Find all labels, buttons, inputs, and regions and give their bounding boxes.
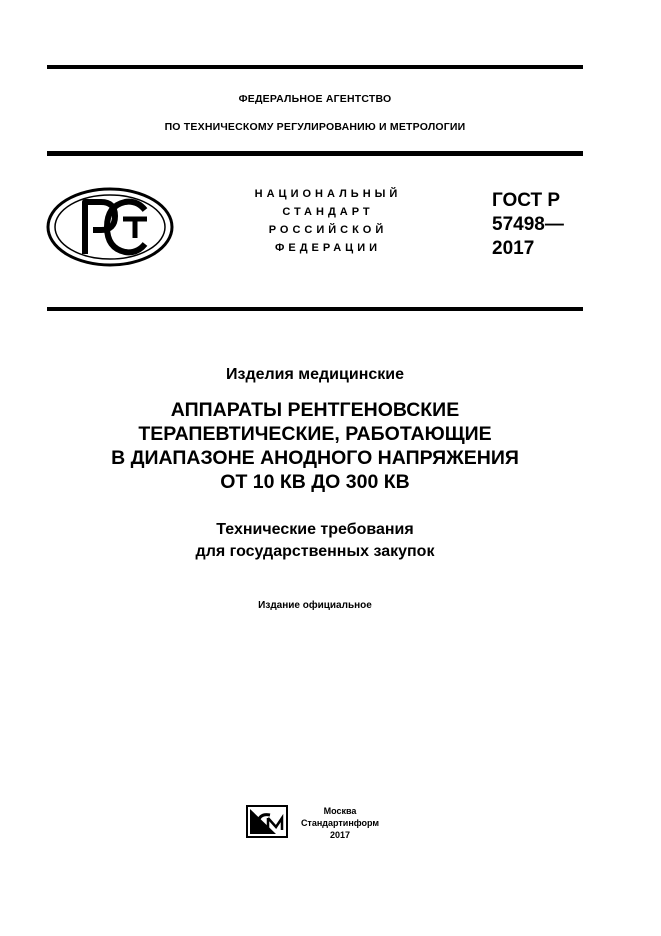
title-line: ТЕРАПЕВТИЧЕСКИЕ, РАБОТАЮЩИЕ <box>138 423 492 445</box>
standard-type-line2: СТАНДАРТ <box>282 206 374 218</box>
agency-name-line1: ФЕДЕРАЛЬНОЕ АГЕНТСТВО <box>238 93 392 105</box>
title-line: ОТ 10 КВ ДО 300 КВ <box>220 471 410 493</box>
title-line: В ДИАПАЗОНЕ АНОДНОГО НАПРЯЖЕНИЯ <box>111 447 519 469</box>
document-title <box>47 398 583 494</box>
publisher-city: Москва <box>323 806 357 816</box>
edition-note: Издание официальное <box>258 600 372 611</box>
standard-type <box>228 185 428 257</box>
title-line: АППАРАТЫ РЕНТГЕНОВСКИЕ <box>170 399 460 421</box>
designation-rule <box>47 307 583 311</box>
publisher-name: Стандартинформ <box>300 818 380 828</box>
publisher-year: 2017 <box>329 830 351 840</box>
designation-line1: ГОСТ Р <box>492 190 561 211</box>
requirements-line: для государственных закупок <box>195 543 435 560</box>
standard-type-line4: ФЕДЕРАЦИИ <box>274 242 382 254</box>
top-rule <box>47 65 583 69</box>
header-rule <box>47 151 583 156</box>
standard-type-line3: РОССИЙСКОЙ <box>268 224 388 236</box>
rst-logo-icon <box>45 186 175 268</box>
publisher-block <box>295 805 385 841</box>
requirements-line: Технические требования <box>216 521 414 538</box>
standard-type-line1: НАЦИОНАЛЬНЫЙ <box>254 188 402 200</box>
document-requirements <box>47 519 583 563</box>
publisher-logo-icon <box>246 805 288 838</box>
designation-line3: 2017 <box>492 238 535 259</box>
designation-line2: 57498— <box>492 214 564 235</box>
standard-designation <box>492 189 564 261</box>
agency-name-line2: ПО ТЕХНИЧЕСКОМУ РЕГУЛИРОВАНИЮ И МЕТРОЛОГИИ <box>164 121 466 133</box>
document-subject: Изделия медицинские <box>226 366 404 383</box>
